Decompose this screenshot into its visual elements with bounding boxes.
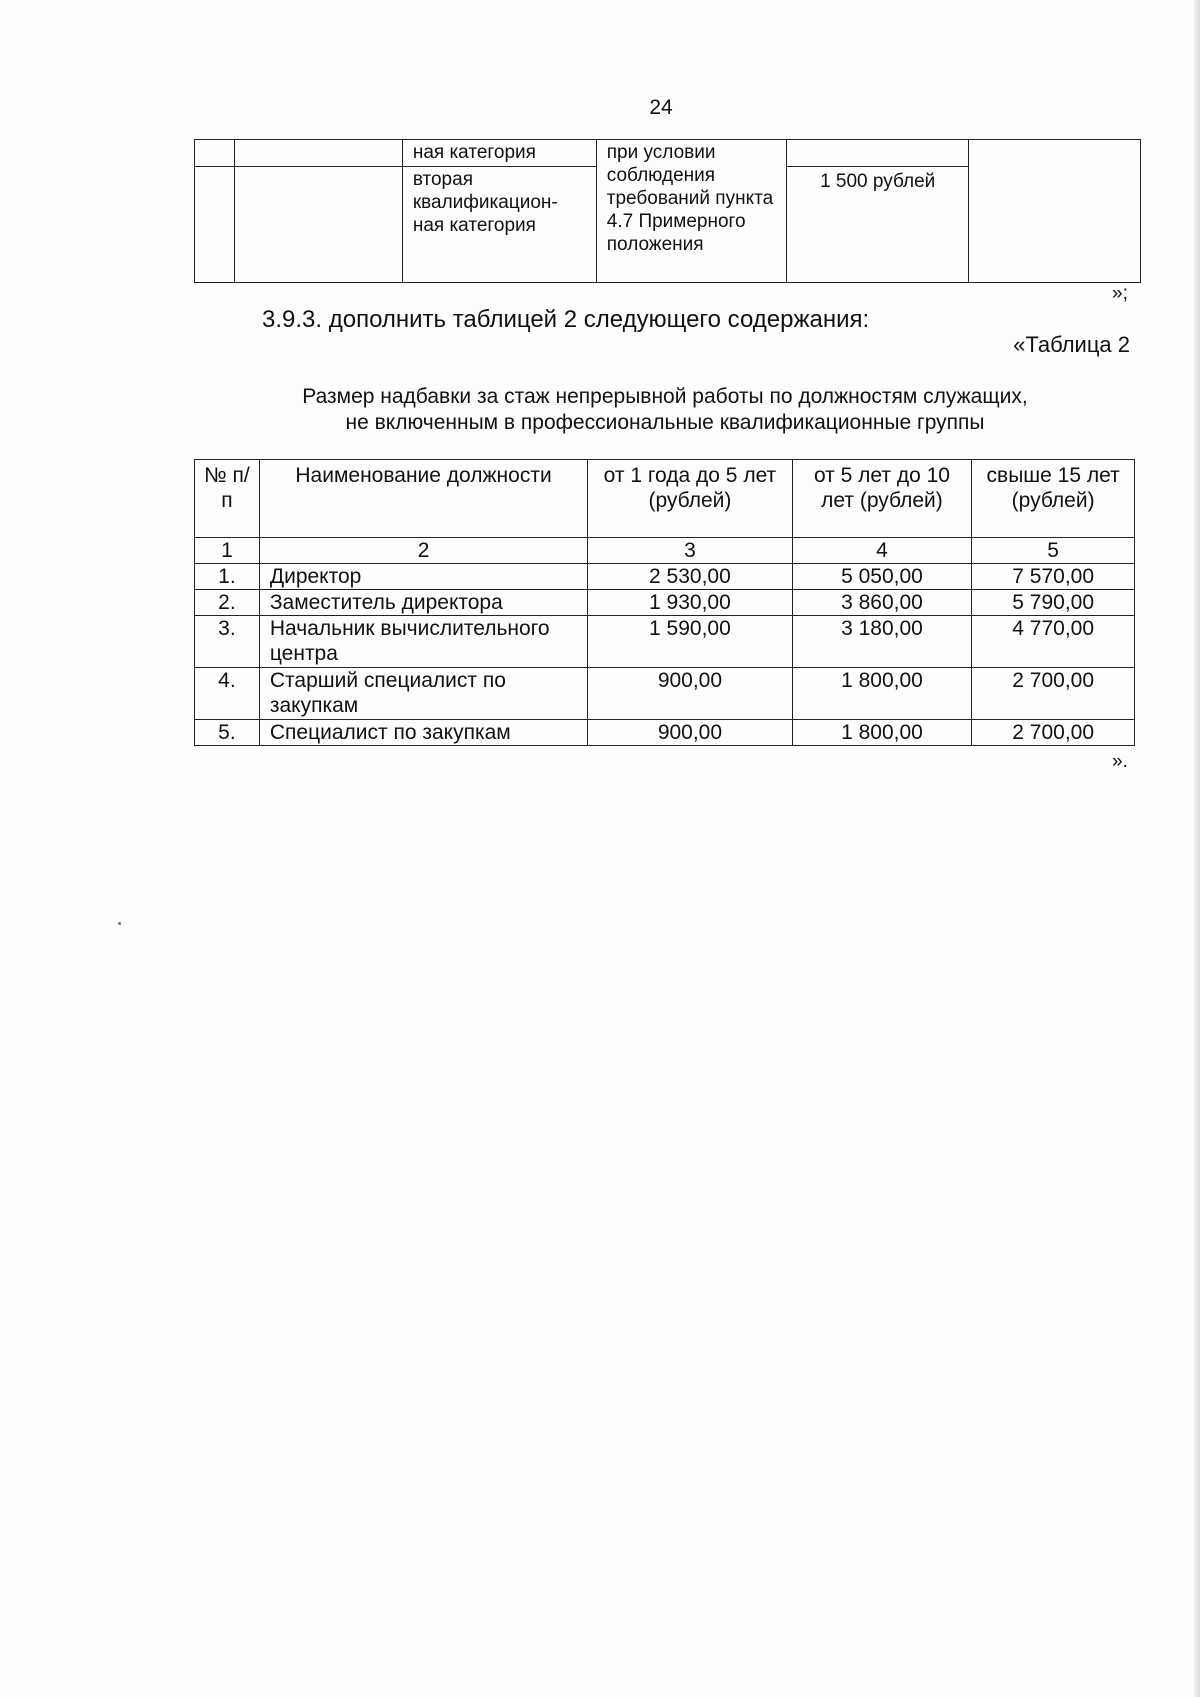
value-cell: 900,00 xyxy=(588,668,792,720)
value-cell: 3 860,00 xyxy=(792,590,972,616)
table-cell xyxy=(596,140,787,283)
table-cell xyxy=(787,140,969,167)
row-number: 2. xyxy=(195,590,260,616)
header-cell: Наименование должности xyxy=(259,460,587,538)
page-number: 24 xyxy=(649,96,673,119)
table-row xyxy=(195,564,1135,590)
value-cell: 900,00 xyxy=(588,720,792,746)
column-number: 4 xyxy=(792,538,972,564)
row-number: 1. xyxy=(195,564,260,590)
value-cell: 4 770,00 xyxy=(972,616,1135,668)
value-cell: 1 590,00 xyxy=(588,616,792,668)
table-row xyxy=(195,720,1135,746)
table-cell xyxy=(234,167,402,283)
position-name: Заместитель директора xyxy=(259,590,587,616)
continuation-table xyxy=(194,139,1141,283)
column-number: 2 xyxy=(259,538,587,564)
row-number: 3. xyxy=(195,616,260,668)
table-header-row xyxy=(195,460,1135,538)
table-cell: ная категория xyxy=(402,140,596,167)
table-row xyxy=(195,590,1135,616)
scan-edge xyxy=(1194,0,1200,1697)
table-cell xyxy=(195,140,235,167)
row-number: 4. xyxy=(195,668,260,720)
table-cell xyxy=(234,140,402,167)
table-cell xyxy=(969,140,1141,283)
amendment-text: 3.9.3. дополнить таблицей 2 следующего содержания: xyxy=(262,306,870,333)
column-number: 1 xyxy=(195,538,260,564)
value-cell: 1 930,00 xyxy=(588,590,792,616)
table-cell xyxy=(195,167,235,283)
value-cell: 5 790,00 xyxy=(972,590,1135,616)
column-number: 3 xyxy=(588,538,792,564)
caption-line: Размер надбавки за стаж непрерывной работы по должностям служащих, xyxy=(302,385,1028,408)
closing-quote: »; xyxy=(1112,283,1128,304)
value-cell: 2 700,00 xyxy=(972,720,1135,746)
allowance-table xyxy=(194,459,1135,746)
value-cell: 2 700,00 xyxy=(972,668,1135,720)
position-name: Начальник вычислительного центра xyxy=(259,616,587,668)
table-cell: вторая квалификацион-ная категория xyxy=(402,167,596,283)
table-cell: 1 500 рублей xyxy=(787,167,969,283)
value-cell: 1 800,00 xyxy=(792,668,972,720)
table-reference: «Таблица 2 xyxy=(1013,332,1130,357)
scan-speck xyxy=(118,922,121,925)
cell-line: при условии xyxy=(606,142,716,163)
table-row xyxy=(195,140,1141,167)
value-cell: 3 180,00 xyxy=(792,616,972,668)
table-caption xyxy=(194,384,1136,436)
caption-line: не включенным в профессиональные квалификационные группы xyxy=(345,411,985,434)
closing-quote: ». xyxy=(1112,751,1128,772)
position-name: Старший специалист по закупкам xyxy=(259,668,587,720)
header-cell: от 5 лет до 10 лет (рублей) xyxy=(792,460,972,538)
value-cell: 1 800,00 xyxy=(792,720,972,746)
value-cell: 2 530,00 xyxy=(588,564,792,590)
header-cell: свыше 15 лет (рублей) xyxy=(972,460,1135,538)
table-row xyxy=(195,668,1135,720)
row-number: 5. xyxy=(195,720,260,746)
value-cell: 5 050,00 xyxy=(792,564,972,590)
position-name: Специалист по закупкам xyxy=(259,720,587,746)
position-name: Директор xyxy=(259,564,587,590)
cell-text: соблюдения требований пункта 4.7 Примерного положения xyxy=(606,165,774,255)
header-cell: № п/п xyxy=(195,460,260,538)
header-cell: от 1 года до 5 лет (рублей) xyxy=(588,460,792,538)
table-row xyxy=(195,616,1135,668)
column-number: 5 xyxy=(972,538,1135,564)
value-cell: 7 570,00 xyxy=(972,564,1135,590)
column-number-row xyxy=(195,538,1135,564)
